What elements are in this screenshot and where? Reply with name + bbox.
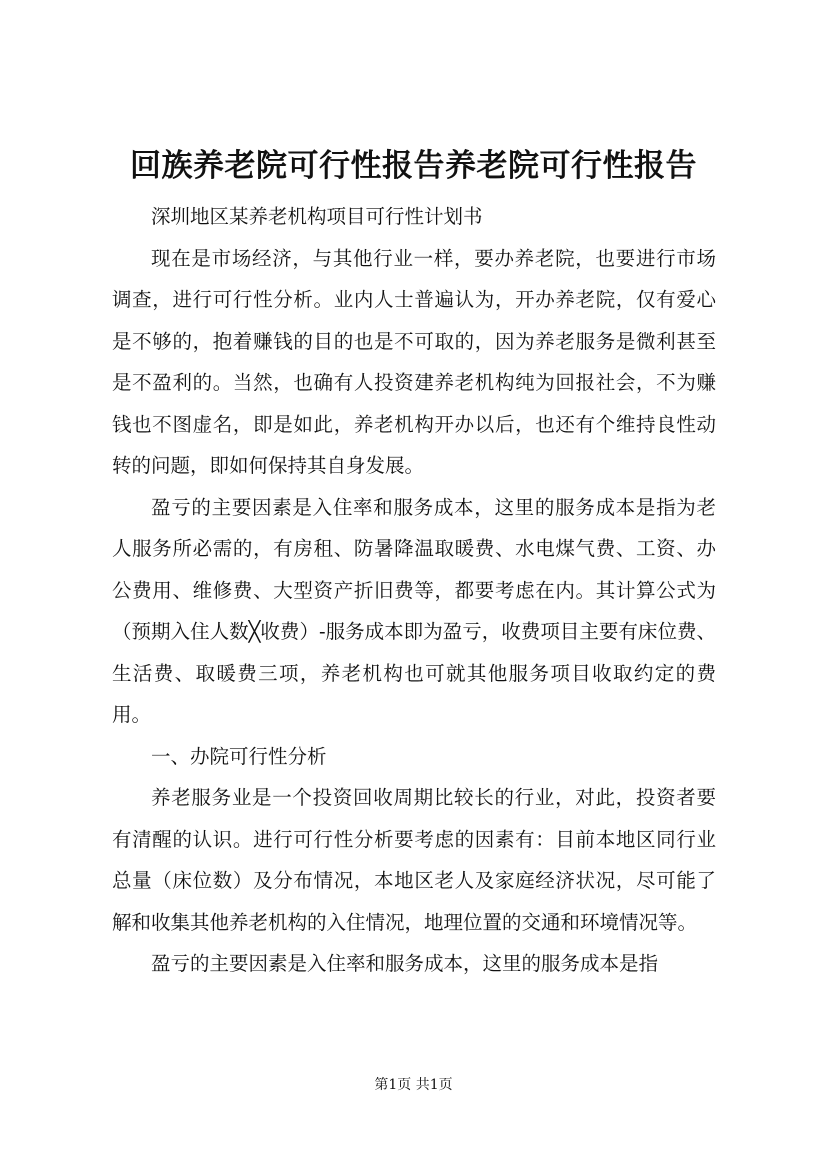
body-paragraph: 现在是市场经济，与其他行业一样，要办养老院，也要进行市场调查，进行可行性分析。业内人士普遍认为，开办养老院，仅有爱心是不够的，抱着赚钱的目的也是不可取的，因为养老服务是微利甚至是不盈利的。当然，也确有人投资建养老机构纯为回报社会，不为赚钱也不图虚名，即是如此，养老机构开办以后，也还有个维持良性动转的问题，即如何保持其自身发展。 (112, 246, 716, 477)
document-title: 回族养老院可行性报告养老院可行性报告 (130, 148, 697, 184)
body-paragraph: 盈亏的主要因素是入住率和服务成本，这里的服务成本是指 (151, 952, 659, 975)
page-footer: 第1页 共1页 (374, 1077, 453, 1093)
body-paragraph: 盈亏的主要因素是入住率和服务成本，这里的服务成本是指为老人服务所必需的，有房租、防暑降温取暖费、水电煤气费、工资、办公费用、维修费、大型资产折旧费等，都要考虑在内。其计算公式为（预期入住人数╳收费）-服务成本即为盈亏，收费项目主要有床位费、生活费、取暖费三项，养老机构也可就其他服务项目收取约定的费用。 (112, 495, 716, 726)
subtitle-paragraph: 深圳地区某养老机构项目可行性计划书 (151, 205, 483, 228)
document-body (112, 196, 716, 985)
body-paragraph: 养老服务业是一个投资回收周期比较长的行业，对此，投资者要有清醒的认识。进行可行性分析要考虑的因素有：目前本地区同行业总量（床位数）及分布情况，本地区老人及家庭经济状况，尽可能了解和收集其他养老机构的入住情况，地理位置的交通和环境情况等。 (112, 786, 716, 934)
section-heading: 一、办院可行性分析 (151, 744, 327, 768)
